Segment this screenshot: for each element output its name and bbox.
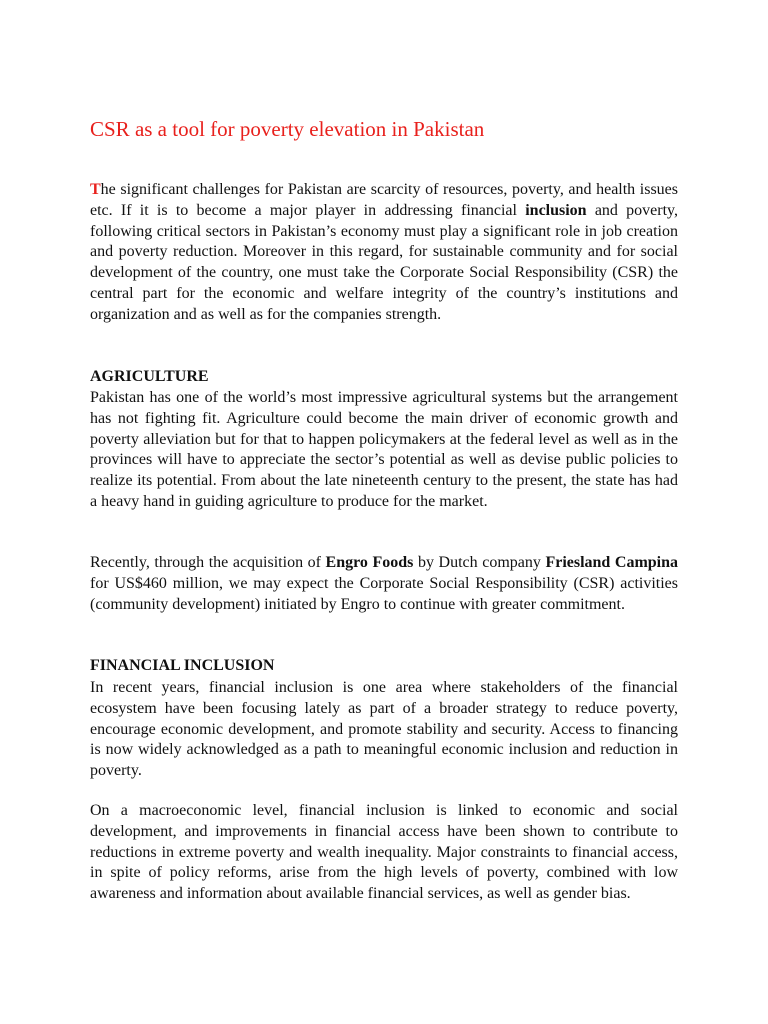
engro-text-part2: by Dutch company: [413, 554, 546, 571]
friesland-campina-bold: Friesland Campina: [545, 554, 679, 571]
engro-text-part3: for US$460 million, we may expect the Corporate Social Responsibility (CSR) activities (community development) initiated by Engro to continue with greater commitment.: [90, 574, 678, 613]
intro-dropcap: T: [90, 181, 101, 198]
intro-paragraph: [90, 180, 678, 326]
intro-text-part2: and poverty, following critical sectors in Pakistan’s economy must play a significant role in job creation and poverty reduction. Moreover in this regard, for sustainable community and for social development of the country, one must take the Corporate Social Responsibility (CSR) the central part for the economic and welfare integrity of the country’s institutions and organization and as well as for the companies strength.: [90, 201, 678, 323]
financial-inclusion-paragraph-2: On a macroeconomic level, financial inclusion is linked to economic and social development, and improvements in financial access have been shown to contribute to reductions in extreme poverty and wealth inequality. Major constraints to financial access, in spite of policy reforms, arise from the high levels of poverty, combined with low awareness and information about available financial services, as well as gender bias.: [90, 802, 678, 903]
agriculture-paragraph: Pakistan has one of the world’s most impressive agricultural systems but the arrangement has not fighting fit. Agriculture could become the main driver of economic growth and poverty alleviation but for that to happen policymakers at the federal level as well as in the provinces will have to appreciate the sector’s potential as well as devise public policies to realize its potential. From about the late nineteenth century to the present, the state has had a heavy hand in guiding agriculture to produce for the market.: [90, 389, 678, 510]
financial-inclusion-heading: FINANCIAL INCLUSION: [90, 657, 275, 674]
intro-text-part1: he significant challenges for Pakistan are scarcity of resources, poverty, and health issues etc. If it is to become a major player in addressing financial: [90, 181, 678, 219]
document-title: CSR as a tool for poverty elevation in Pakistan: [90, 117, 485, 141]
engro-text-part1: Recently, through the acquisition of: [90, 554, 326, 571]
engro-paragraph: [90, 553, 678, 615]
agriculture-heading: AGRICULTURE: [90, 368, 209, 385]
intro-bold-inclusion: inclusion: [525, 201, 587, 219]
financial-inclusion-paragraph-1: In recent years, financial inclusion is one area where stakeholders of the financial ecosystem have been focusing lately as part of a broader strategy to reduce poverty, encourage economic development, and promote stability and security. Access to financing is now widely acknowledged as a path to meaningful economic inclusion and reduction in poverty.: [90, 679, 678, 780]
engro-foods-bold: Engro Foods: [325, 554, 414, 571]
